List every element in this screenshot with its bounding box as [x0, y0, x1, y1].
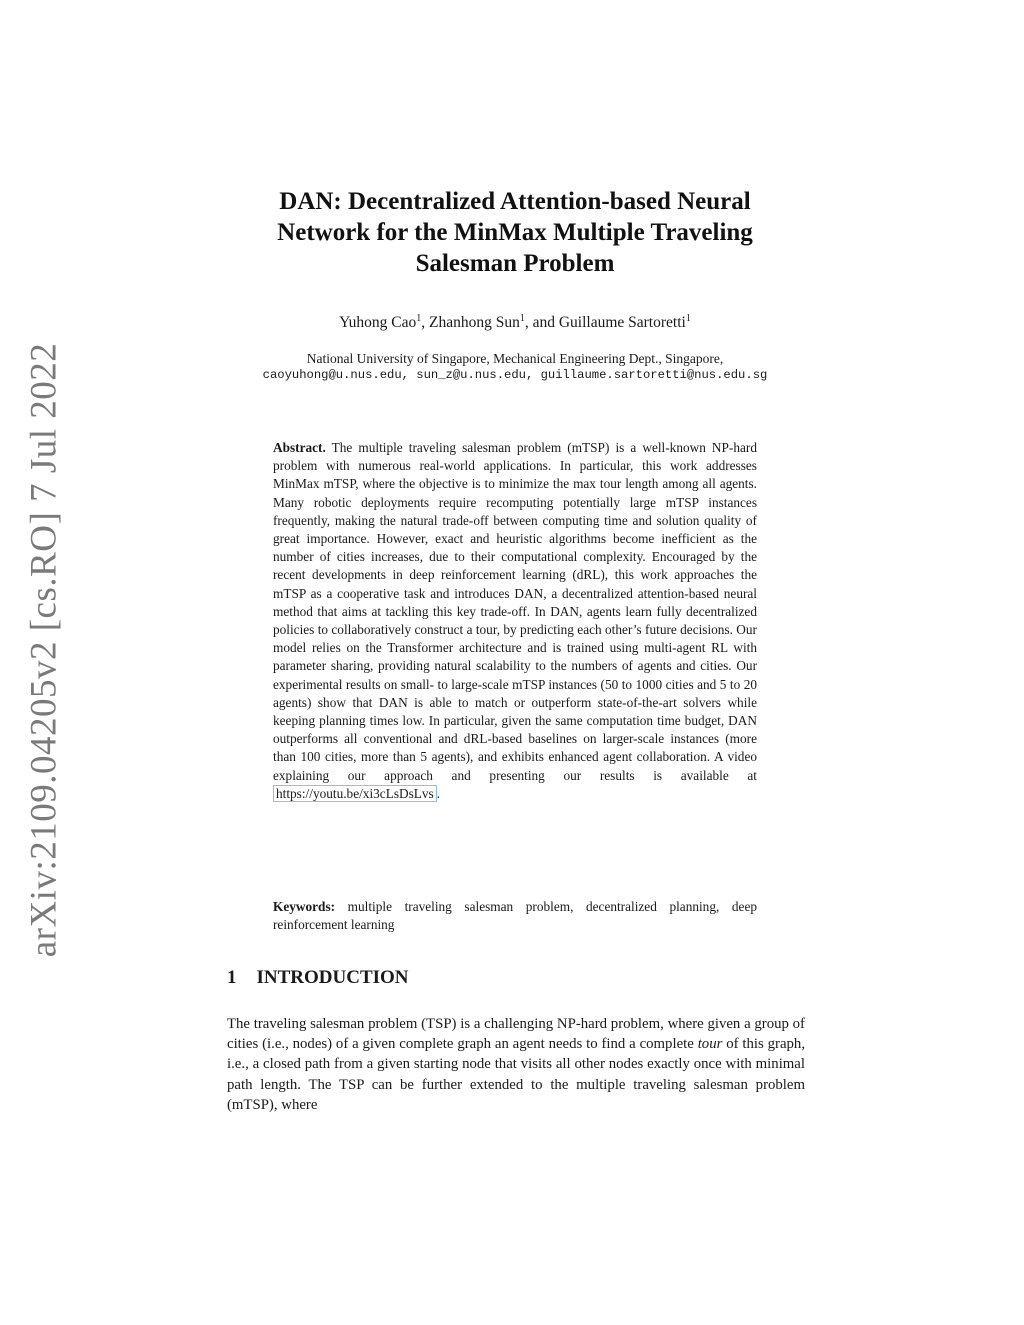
keywords-label: Keywords:	[273, 899, 336, 914]
author-name: Zhanhong Sun	[428, 314, 520, 332]
keywords-text: multiple traveling salesman problem, decentralized planning, deep reinforcement learning	[273, 899, 758, 933]
arxiv-identifier-stamp: arXiv:2109.04205v2 [cs.RO] 7 Jul 2022	[23, 342, 65, 958]
section-number: 1	[227, 967, 237, 988]
paper-title: DAN: Decentralized Attention-based Neural Network for the MinMax Multiple Traveling Salesman Problem	[277, 188, 753, 277]
author-affiliation-mark: 1	[519, 313, 525, 324]
author-affiliation-mark: 1	[685, 313, 691, 324]
abstract-label: Abstract.	[273, 440, 326, 455]
introduction-paragraph	[227, 1014, 805, 1115]
section-heading	[227, 967, 409, 989]
author-affiliation-mark: 1	[416, 313, 422, 324]
author-separator: ,	[421, 314, 429, 332]
author-separator: , and	[524, 314, 559, 332]
keywords	[273, 898, 757, 934]
intro-text-part1: The traveling salesman problem (TSP) is a challenging NP-hard problem, where given a group of cities (i.e., nodes) of a given complete graph an agent needs to find a complete	[227, 1016, 805, 1053]
author-name: Guillaume Sartoretti	[558, 314, 686, 332]
abstract	[273, 439, 757, 803]
section-title: INTRODUCTION	[256, 967, 409, 988]
author-emails: caoyuhong@u.nus.edu, sun_z@u.nus.edu, guillaume.sartoretti@nus.edu.sg	[262, 368, 768, 382]
author-list	[230, 313, 800, 332]
author-name: Yuhong Cao	[339, 314, 417, 332]
intro-emphasis: tour	[697, 1036, 723, 1053]
affiliation-block	[230, 350, 800, 384]
abstract-end: .	[436, 785, 441, 801]
abstract-text: The multiple traveling salesman problem (mTSP) is a well-known NP-hard problem with numerous real-world applications. In particular, this work addresses MinMax mTSP, where the objective is to minimize the max tour length among all agents. Many robotic deployments require recomputing potentially large mTSP instances frequently, making the natural trade-off between computing time and solution quality of great importance. However, exact and heuristic algorithms become inefficient as the number of cities increases, due to their computational complexity. Encouraged by the recent developments in deep reinforcement learning (dRL), this work approaches the mTSP as a cooperative task and introduces DAN, a decentralized attention-based neural method that aims at tackling this key trade-off. In DAN, agents learn fully decentralized policies to collaboratively construct a tour, by predicting each other’s future decisions. Our model relies on the Transformer architecture and is trained using multi-agent RL with parameter sharing, providing natural scalability to the numbers of agents and cities. Our experimental results on small- to large-scale mTSP instances (50 to 1000 cities and 5 to 20 agents) show that DAN is able to match or outperform state-of-the-art solvers while keeping planning times low. In particular, given the same computation time budget, DAN outperforms all conventional and dRL-based baselines on larger-scale instances (more than 100 cities, more than 5 agents), and exhibits enhanced agent collaboration. A video explaining our approach and presenting our results is available at	[273, 440, 757, 783]
intro-text-part2: of this graph, i.e., a closed path from a given starting node that visits all other nodes exactly once with minimal path length. The TSP can be further extended to the multiple traveling salesman problem (mTSP), where	[227, 1036, 806, 1113]
affiliation-text: National University of Singapore, Mechanical Engineering Dept., Singapore,	[306, 351, 724, 366]
video-link[interactable]: https://youtu.be/xi3cLsDsLvs	[273, 785, 437, 802]
